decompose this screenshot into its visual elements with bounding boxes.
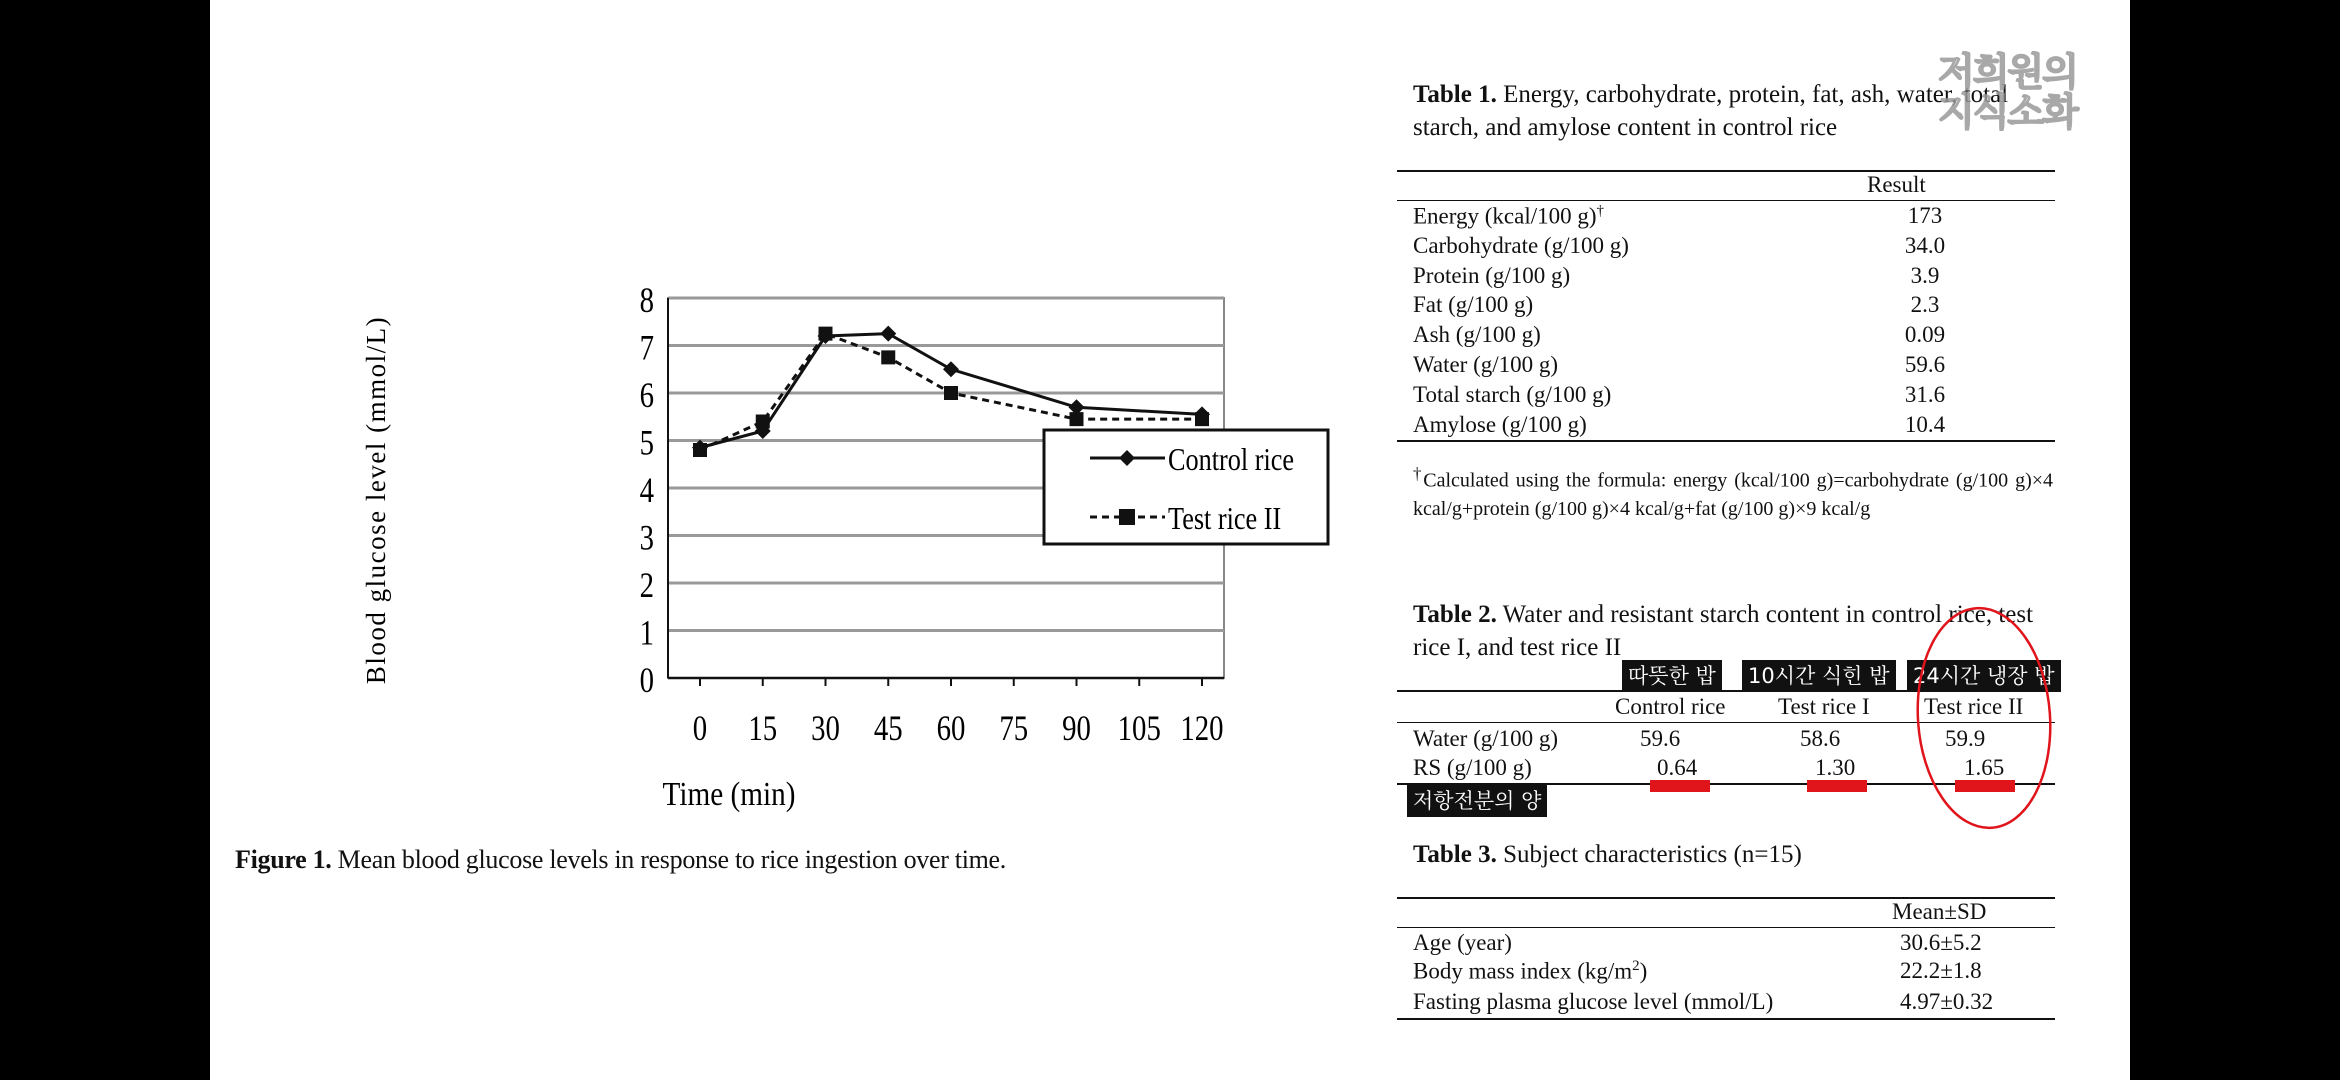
x-tick-label: 105 (1117, 709, 1161, 749)
table1-row-label-text: Carbohydrate (g/100 g) (1413, 232, 1629, 258)
table2-row-rs-test1: 1.30 (1815, 755, 1856, 780)
footnote-mark: † (1413, 464, 1424, 483)
table1-row-value: 34.0 (1904, 232, 1946, 258)
table3-title-label: Table 3. (1413, 841, 1497, 868)
document-page (210, 0, 2130, 1080)
table1-row-value: 173 (1907, 203, 1943, 228)
glucose-line-chart (210, 0, 1350, 840)
y-tick-label: 8 (639, 281, 654, 321)
table1-row-label-text: Total starch (g/100 g) (1413, 381, 1612, 407)
legend-test-label: Test rice II (1168, 501, 1282, 537)
table1-row-value: 0.09 (1904, 322, 1946, 348)
x-tick-label: 60 (936, 709, 966, 749)
table1-row-label (1413, 203, 1604, 230)
test-rice-ii-point (693, 443, 707, 457)
x-tick-label: 120 (1180, 709, 1224, 749)
table1-row-label (1413, 292, 1533, 318)
korean-label-refrigerated-rice: 24시간 냉장 밥 (1907, 660, 2061, 692)
korean-label-cooled-rice: 10시간 식힌 밥 (1742, 660, 1896, 692)
legend-control-label: Control rice (1168, 442, 1295, 478)
y-tick-label: 0 (639, 661, 654, 701)
x-axis-label: Time (min) (662, 774, 796, 813)
table3-title (1413, 838, 2073, 871)
table2-row-rs-control: 0.64 (1657, 755, 1698, 780)
table1-row-label-text: Ash (g/100 g) (1413, 322, 1541, 348)
y-tick-label: 5 (639, 423, 654, 464)
korean-label-warm-rice: 따뜻한 밥 (1622, 660, 1722, 692)
channel-logo (1938, 52, 2077, 132)
table3-row-glucose-value: 4.97±0.32 (1900, 989, 1994, 1014)
test-rice-ii-point (819, 327, 833, 341)
table1-header-rule (1397, 200, 2055, 201)
table2-row-water-test2: 59.9 (1945, 726, 1986, 751)
table1-row-value: 59.6 (1904, 352, 1946, 377)
table3-header-rule (1397, 927, 2055, 928)
table1-row-value: 2.3 (1910, 292, 1940, 318)
y-tick-label: 2 (639, 566, 654, 606)
table2-title-label: Table 2. (1413, 601, 1497, 628)
x-tick-label: 0 (692, 709, 708, 749)
chart-legend (1044, 430, 1328, 544)
y-tick-label: 6 (639, 376, 654, 416)
table2-row-rs-label: RS (g/100 g) (1413, 755, 1532, 780)
table1-footnote (1413, 460, 2053, 523)
x-tick-label: 75 (999, 709, 1029, 749)
table1-top-rule (1397, 170, 2055, 172)
rs-highlight-test1 (1807, 780, 1867, 792)
control-rice-point (943, 361, 959, 377)
y-tick-label: 1 (639, 613, 654, 654)
red-circle-annotation (1910, 600, 2070, 840)
korean-label-resistant-starch: 저항전분의 양 (1407, 785, 1547, 817)
figure-caption (235, 845, 1006, 875)
table2-row-water-test1: 58.6 (1800, 726, 1841, 751)
table1-row-label-text: Fat (g/100 g) (1413, 292, 1534, 318)
figure-caption-label: Figure 1. (235, 845, 332, 874)
table3-header: Mean±SD (1892, 899, 1987, 924)
y-axis-label: Blood glucose level (mmol/L) (361, 315, 391, 685)
bmi-label-sup: 2 (1632, 958, 1640, 974)
bmi-label-text: Body mass index (kg/m (1413, 958, 1633, 984)
table2-col-control: Control rice (1615, 694, 1726, 719)
table2-row-water-control: 59.6 (1640, 726, 1681, 751)
x-tick-label: 90 (1062, 709, 1091, 749)
table1-row-label (1413, 412, 1587, 438)
test-rice-ii-point (881, 350, 895, 364)
table1-row-label-text: Water (g/100 g) (1413, 352, 1559, 377)
table1-row-sup: † (1596, 203, 1605, 219)
x-tick-label: 30 (811, 709, 840, 749)
table3-row-age-value: 30.6±5.2 (1900, 930, 1982, 955)
table2-col-test2: Test rice II (1924, 694, 2024, 719)
x-tick-label: 15 (748, 709, 778, 749)
table3-bottom-rule (1397, 1018, 2055, 1020)
table2-row-water-label: Water (g/100 g) (1413, 726, 1559, 751)
table1-row-label (1413, 382, 1611, 408)
table1-row-label-text: Protein (g/100 g) (1413, 262, 1571, 288)
y-tick-label: 7 (639, 328, 654, 369)
logo-line1: 저희원의 (1938, 50, 2077, 94)
control-rice-point (880, 326, 896, 342)
table1-row-value: 3.9 (1910, 262, 1940, 288)
y-tick-label: 4 (639, 471, 654, 511)
test-rice-ii-point (1195, 412, 1209, 426)
bmi-label-end: ) (1639, 958, 1648, 984)
table3-row-bmi-value: 22.2±1.8 (1900, 958, 1982, 983)
footnote-text: Calculated using the formula: energy (kcal/100 g)=carbohydrate (g/100 g)×4 kcal/g+protein (g/100 g)×4 kcal/g+fat (g/100 g)×9 kcal/g (1413, 469, 2054, 520)
table1-row-value: 10.4 (1904, 411, 1946, 437)
table1-row-label-text: Energy (kcal/100 g) (1413, 203, 1597, 229)
test-rice-ii-point (1070, 412, 1084, 426)
table1-row-label-text: Amylose (g/100 g) (1413, 411, 1587, 437)
table2-row-rs-test2: 1.65 (1964, 755, 2005, 780)
table1-bottom-rule (1397, 440, 2055, 442)
table1-title-text: Energy, carbohydrate, protein, fat, ash, water, total starch, and amylose content in control rice (1413, 81, 2009, 141)
table3-row-bmi-label (1413, 958, 1647, 985)
table3-row-glucose-label: Fasting plasma glucose level (mmol/L) (1413, 989, 1774, 1014)
rs-highlight-control (1650, 780, 1710, 792)
table1-row-label (1413, 322, 1541, 348)
table2-col-test1: Test rice I (1778, 694, 1870, 719)
figure-caption-text: Mean blood glucose levels in response to rice ingestion over time. (331, 845, 1006, 874)
table1-row-label (1413, 352, 1558, 378)
table1-header-result: Result (1867, 172, 1926, 197)
table1-row-label (1413, 263, 1570, 289)
x-tick-label: 45 (873, 709, 903, 749)
table1-title-label: Table 1. (1413, 81, 1497, 108)
y-tick-label: 3 (639, 518, 654, 559)
logo-line2: 지식소화 (1938, 90, 2077, 134)
table1-row-label (1413, 233, 1629, 259)
test-rice-ii-point (944, 386, 958, 400)
table1-row-value: 31.6 (1904, 381, 1946, 407)
table2-title-text: Water and resistant starch content in control rice, test rice I, and test rice II (1413, 601, 2034, 661)
legend-test-marker (1119, 509, 1135, 525)
table3-row-age-label: Age (year) (1413, 930, 1512, 955)
table3-title-text: Subject characteristics (n=15) (1496, 841, 1802, 868)
test-rice-ii-point (756, 415, 770, 429)
